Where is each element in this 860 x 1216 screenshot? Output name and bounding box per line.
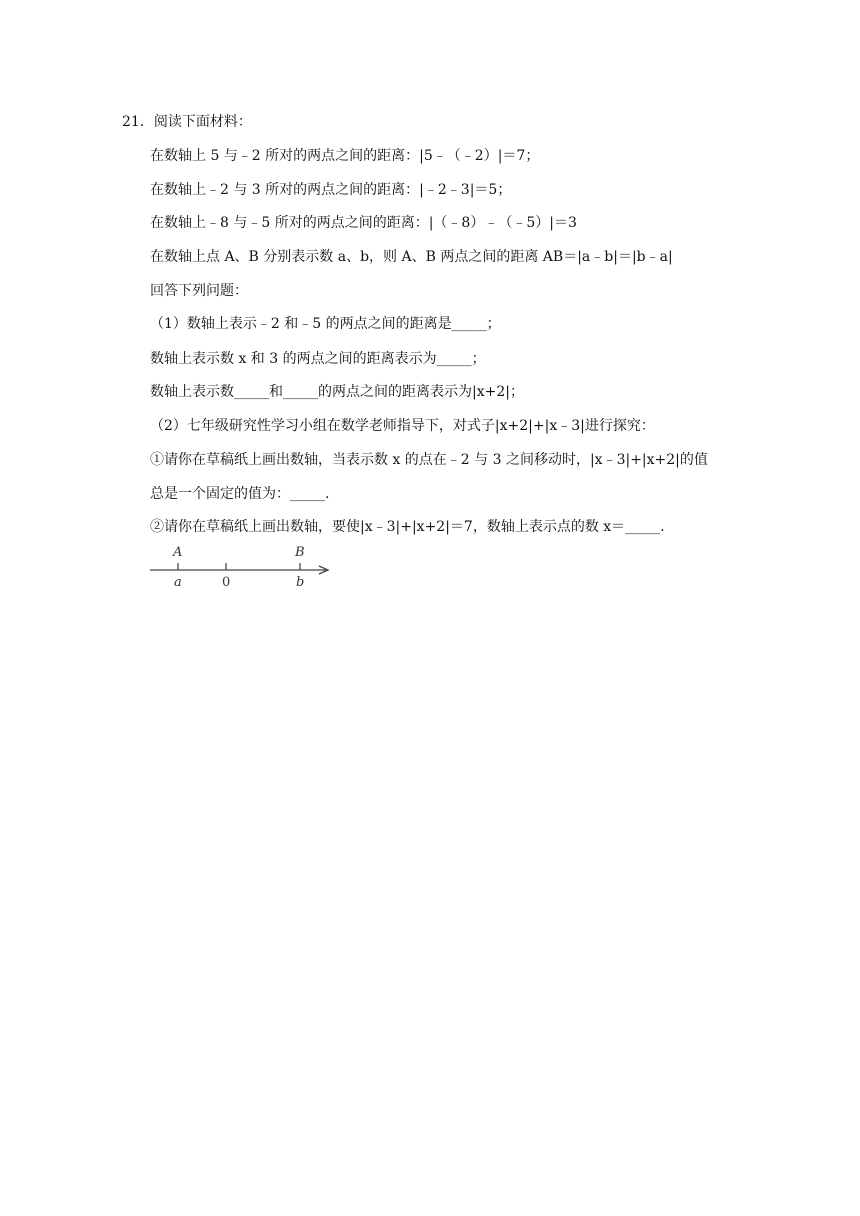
part2-subquestion-1: ①请你在草稿纸上画出数轴，当表示数 x 的点在﹣2 与 3 之间移动时，|x﹣3|+|x+2|的值 [150,452,708,468]
tick-label-zero: 0 [222,575,231,590]
part1-question-a: （1）数轴上表示﹣2 和﹣5 的两点之间的距离是_____； [150,316,501,332]
material-line-2: 在数轴上﹣2 与 3 所对的两点之间的距离：|﹣2﹣3|＝5； [150,182,512,198]
tick-label-a: a [174,575,182,590]
tick-label-b: b [296,575,305,590]
instruction-line: 回答下列问题： [150,283,248,299]
part1-question-b: 数轴上表示数 x 和 3 的两点之间的距离表示为_____； [150,351,486,367]
question-title: 21．阅读下面材料： [122,114,252,130]
number-line-figure [148,542,338,590]
point-label-a: A [173,545,183,560]
part1-question-c: 数轴上表示数_____和_____的两点之间的距离表示为|x+2|； [150,384,524,400]
part2-subquestion-2: ②请你在草稿纸上画出数轴，要使|x﹣3|+|x+2|＝7，数轴上表示点的数 x＝_____. [150,519,665,535]
point-label-b: B [295,545,305,560]
part2-intro: （2）七年级研究性学习小组在数学老师指导下，对式子|x+2|+|x﹣3|进行探究： [150,418,655,434]
material-line-3: 在数轴上﹣8 与﹣5 所对的两点之间的距离：|（﹣8）﹣（﹣5）|＝3 [150,215,577,231]
material-line-1: 在数轴上 5 与﹣2 所对的两点之间的距离：|5﹣（﹣2）|＝7； [150,148,540,164]
material-line-4: 在数轴上点 A、B 分别表示数 a、b，则 A、B 两点之间的距离 AB＝|a﹣b|＝|b﹣a| [150,249,673,265]
part2-subquestion-1-cont: 总是一个固定的值为：_____. [150,486,330,502]
